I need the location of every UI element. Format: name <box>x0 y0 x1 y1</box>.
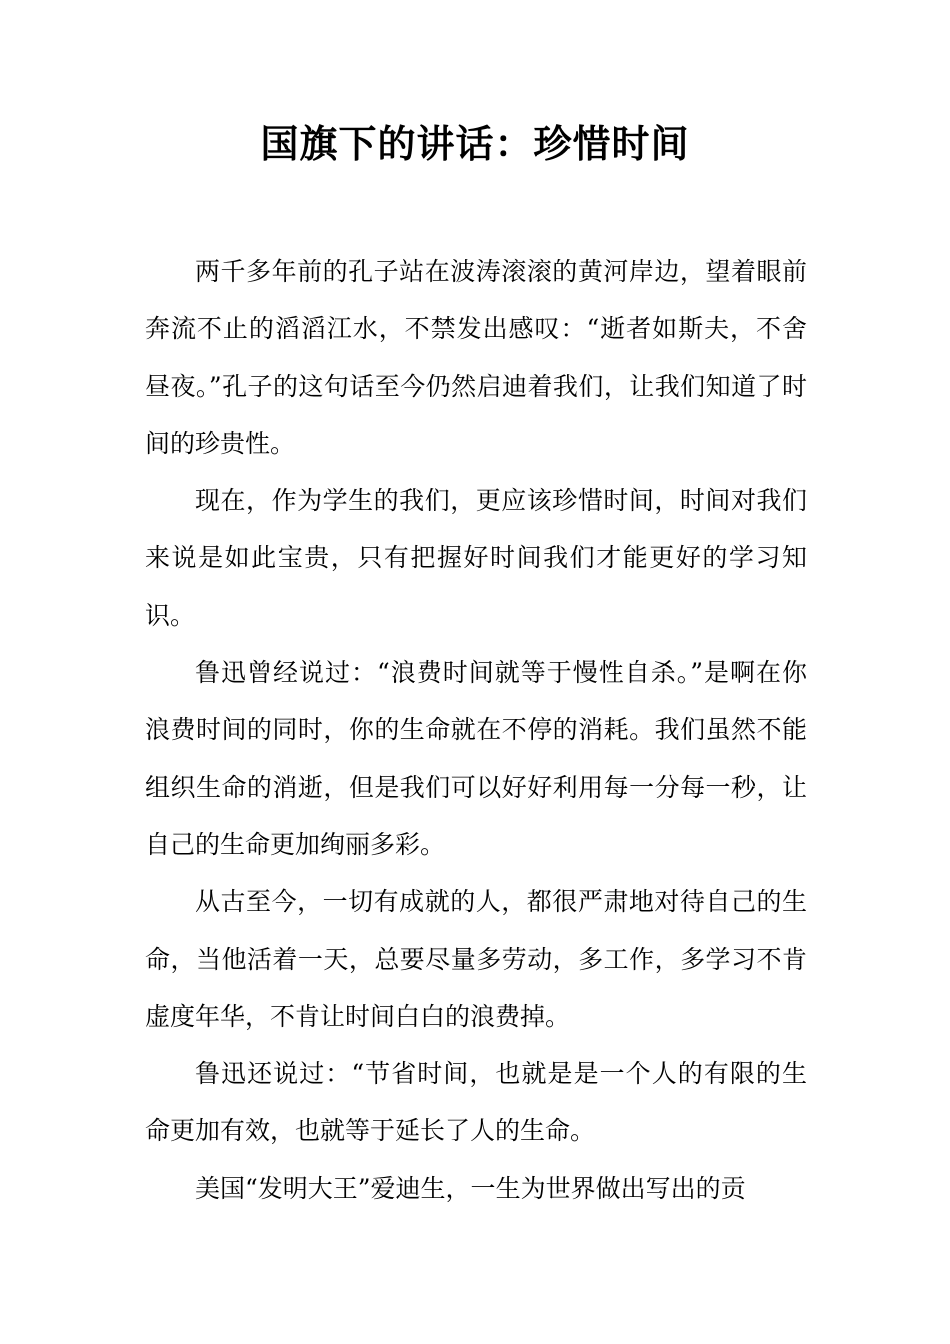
document-body <box>145 243 807 1217</box>
paragraph: 现在，作为学生的我们，更应该珍惜时间，时间对我们来说是如此宝贵，只有把握好时间我们才能更好的学习知识。 <box>145 486 807 630</box>
paragraph: 鲁迅还说过：“节省时间，也就是是一个人的有限的生命更加有效，也就等于延长了人的生命。 <box>145 1059 807 1146</box>
paragraph: 从古至今，一切有成就的人，都很严肃地对待自己的生命，当他活着一天，总要尽量多劳动，多工作，多学习不肯虚度年华，不肯让时间白白的浪费掉。 <box>145 887 807 1031</box>
document-title: 国旗下的讲话：珍惜时间 <box>260 122 690 166</box>
paragraph: 鲁迅曾经说过：“浪费时间就等于慢性自杀。”是啊在你浪费时间的同时，你的生命就在不停的消耗。我们虽然不能组织生命的消逝，但是我们可以好好利用每一分每一秒，让自己的生命更加绚丽多彩。 <box>145 658 807 859</box>
paragraph: 美国“发明大王”爱迪生，一生为世界做出写出的贡 <box>195 1173 746 1203</box>
paragraph: 两千多年前的孔子站在波涛滚滚的黄河岸边，望着眼前奔流不止的滔滔江水，不禁发出感叹：“逝者如斯夫，不舍昼夜。”孔子的这句话至今仍然启迪着我们，让我们知道了时间的珍贵性。 <box>145 257 807 458</box>
